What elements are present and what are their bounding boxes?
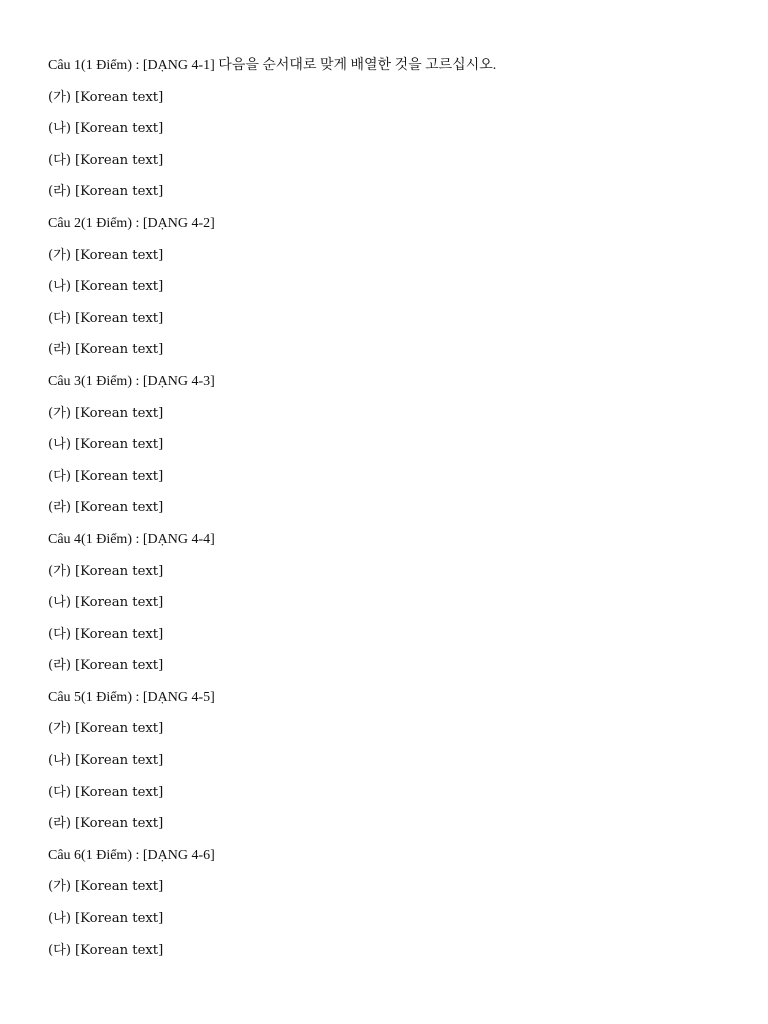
- option-label: (다): [48, 152, 72, 168]
- question-2-option-na: [48, 271, 748, 303]
- question-3-option-ga: [48, 398, 748, 430]
- option-label: (라): [48, 500, 72, 516]
- question-5-option-ra: [48, 808, 748, 840]
- question-1-option-ra: [48, 176, 748, 208]
- option-text: [Korean text]: [75, 563, 164, 579]
- option-text: [Korean text]: [75, 753, 164, 769]
- question-5-option-na: [48, 745, 748, 777]
- option-text: [Korean text]: [75, 310, 164, 326]
- question-6-option-na: [48, 903, 748, 935]
- question-1-option-ga: [48, 82, 748, 114]
- option-label: (라): [48, 658, 72, 674]
- option-label: (나): [48, 595, 72, 611]
- option-label: (라): [48, 184, 72, 200]
- option-text: [Korean text]: [75, 121, 164, 137]
- option-text: [Korean text]: [75, 247, 164, 263]
- question-3-header: Câu 3(1 Điểm) : [DẠNG 4-3]: [48, 373, 215, 389]
- option-text: [Korean text]: [75, 942, 164, 958]
- option-label: (가): [48, 721, 72, 737]
- option-label: (가): [48, 89, 72, 105]
- option-text: [Korean text]: [75, 500, 164, 516]
- option-text: [Korean text]: [75, 658, 164, 674]
- option-label: (가): [48, 879, 72, 895]
- option-text: [Korean text]: [75, 595, 164, 611]
- option-label: (다): [48, 626, 72, 642]
- option-label: (나): [48, 753, 72, 769]
- option-label: (가): [48, 405, 72, 421]
- question-2-option-da: [48, 303, 748, 335]
- option-label: (다): [48, 784, 72, 800]
- option-label: (나): [48, 279, 72, 295]
- exam-document: [48, 50, 748, 966]
- question-1-option-da: [48, 145, 748, 177]
- option-text: [Korean text]: [75, 152, 164, 168]
- question-4-option-ra: [48, 650, 748, 682]
- option-text: [Korean text]: [75, 911, 164, 927]
- option-label: (다): [48, 310, 72, 326]
- option-text: [Korean text]: [75, 784, 164, 800]
- option-text: [Korean text]: [75, 437, 164, 453]
- option-text: [Korean text]: [75, 279, 164, 295]
- option-text: [Korean text]: [75, 342, 164, 358]
- question-2-option-ra: [48, 334, 748, 366]
- question-5-option-ga: [48, 713, 748, 745]
- question-4-option-ga: [48, 556, 748, 588]
- option-label: (라): [48, 816, 72, 832]
- option-text: [Korean text]: [75, 879, 164, 895]
- option-label: (다): [48, 942, 72, 958]
- question-4-option-na: [48, 587, 748, 619]
- question-3-option-da: [48, 461, 748, 493]
- option-text: [Korean text]: [75, 89, 164, 105]
- option-text: [Korean text]: [75, 405, 164, 421]
- question-5-header: Câu 5(1 Điểm) : [DẠNG 4-5]: [48, 689, 215, 705]
- question-1-header: Câu 1(1 Điểm) : [DẠNG 4-1] 다음을 순서대로 맞게 배열한 것을 고르십시오.: [48, 58, 497, 73]
- question-4-header: Câu 4(1 Điểm) : [DẠNG 4-4]: [48, 531, 215, 547]
- question-2-header: Câu 2(1 Điểm) : [DẠNG 4-2]: [48, 215, 215, 231]
- option-label: (가): [48, 563, 72, 579]
- option-text: [Korean text]: [75, 468, 164, 484]
- option-text: [Korean text]: [75, 816, 164, 832]
- option-text: [Korean text]: [75, 721, 164, 737]
- question-6-option-ga: [48, 871, 748, 903]
- option-text: [Korean text]: [75, 184, 164, 200]
- option-text: [Korean text]: [75, 626, 164, 642]
- question-3-option-na: [48, 429, 748, 461]
- question-6-header: Câu 6(1 Điểm) : [DẠNG 4-6]: [48, 847, 215, 863]
- option-label: (나): [48, 911, 72, 927]
- question-5-option-da: [48, 777, 748, 809]
- option-label: (라): [48, 342, 72, 358]
- option-label: (나): [48, 121, 72, 137]
- option-label: (다): [48, 468, 72, 484]
- question-3-option-ra: [48, 492, 748, 524]
- question-1-option-na: [48, 113, 748, 145]
- question-2-option-ga: [48, 240, 748, 272]
- question-4-option-da: [48, 619, 748, 651]
- option-label: (나): [48, 437, 72, 453]
- option-label: (가): [48, 247, 72, 263]
- question-6-option-da: [48, 935, 748, 967]
